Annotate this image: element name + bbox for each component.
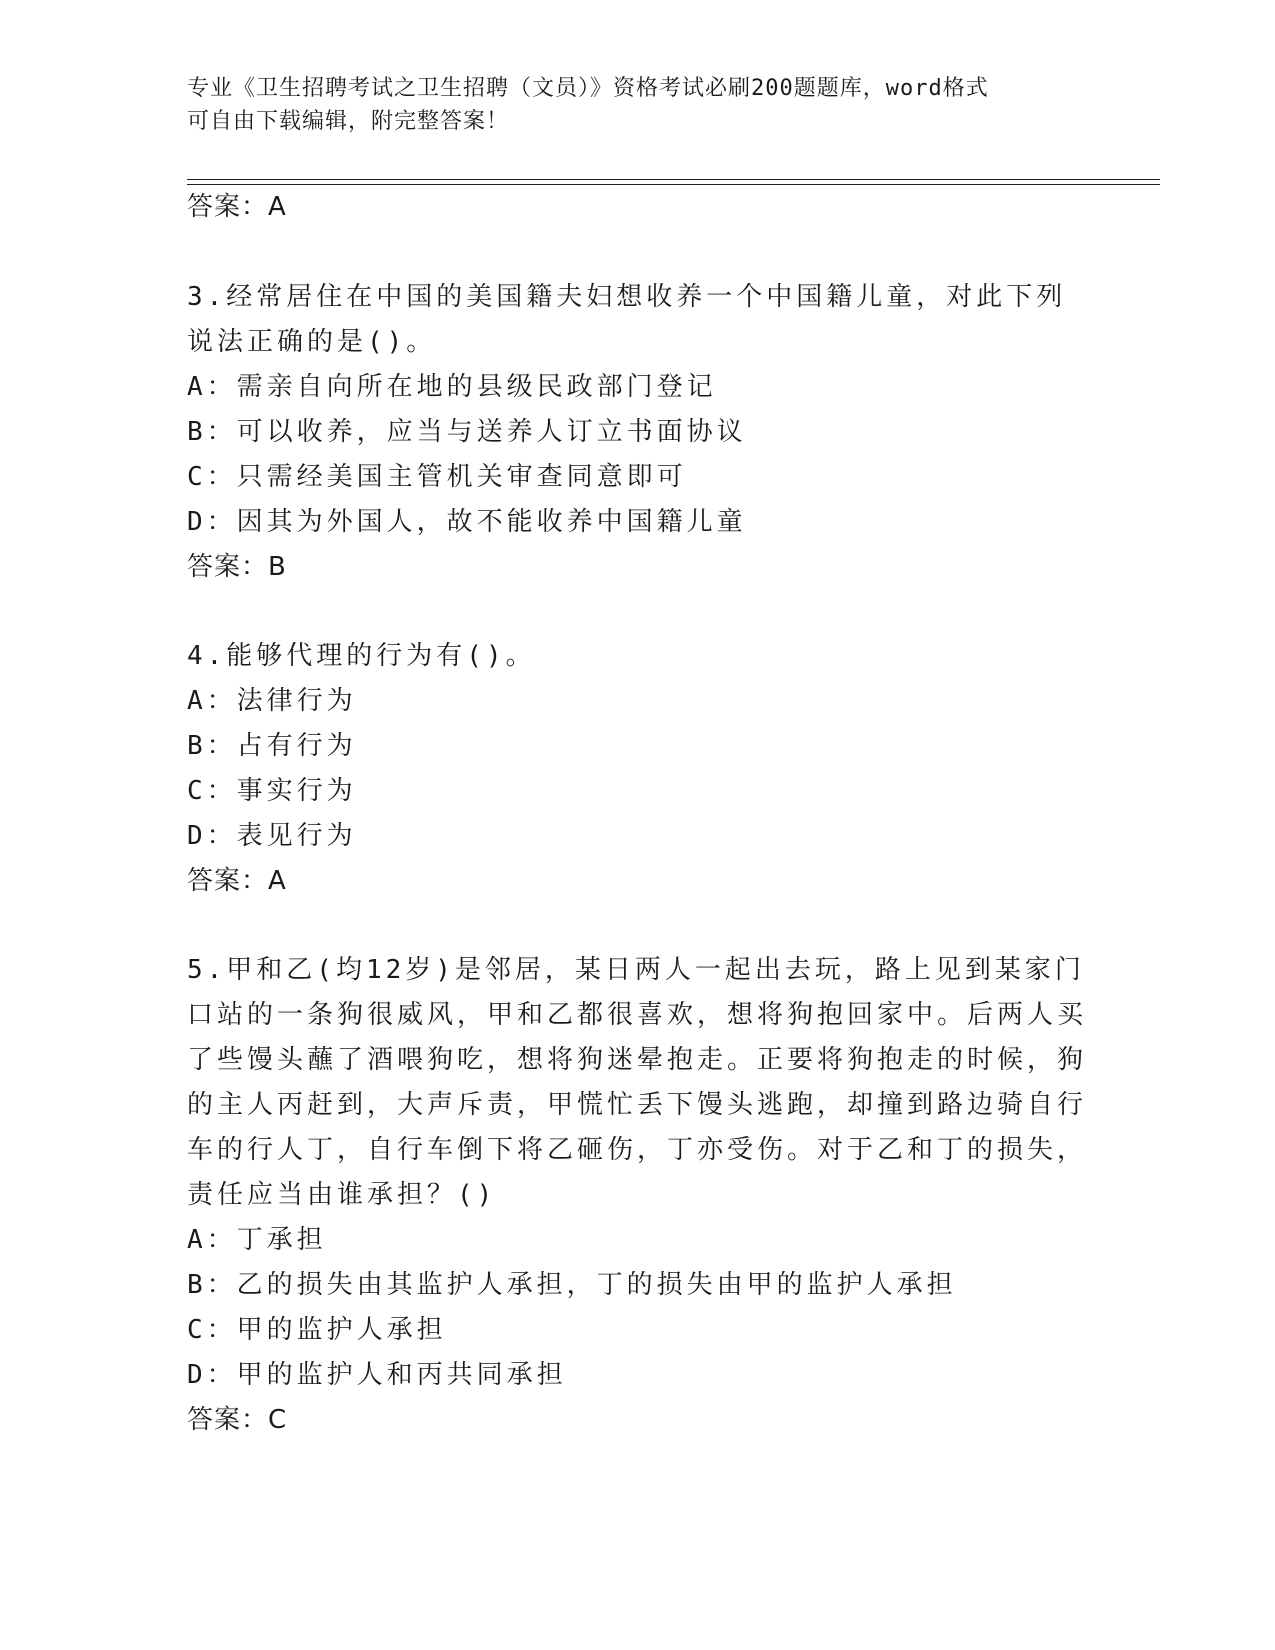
question-3 [187,275,1087,589]
option-d: D：表见行为 [187,821,357,851]
option-a: A：法律行为 [187,686,357,716]
question-stem: 5.甲和乙(均12岁)是邻居，某日两人一起出去玩，路上见到某家门口站的一条狗很威风，甲和乙都很喜欢，想将狗抱回家中。后两人买了些馒头蘸了酒喂狗吃，想将狗迷晕抱走。正要将狗抱走的时候，狗的主人丙赶到，大声斥责，甲慌忙丢下馒头逃跑，却撞到路边骑自行车的行人丁，自行车倒下将乙砸伤，丁亦受伤。对于乙和丁的损失，责任应当由谁承担？() [187,955,1088,1210]
option-d: D：甲的监护人和丙共同承担 [187,1360,567,1390]
question-stem: 3.经常居住在中国的美国籍夫妇想收养一个中国籍儿童，对此下列说法正确的是()。 [187,282,1067,357]
option-a: A：丁承担 [187,1225,327,1255]
question-stem: 4.能够代理的行为有()。 [187,641,536,671]
answer: 答案：B [187,552,287,582]
answer-previous: 答案：A [187,192,287,222]
option-c: C：甲的监护人承担 [187,1315,447,1345]
spacer [187,903,1087,948]
spacer [187,589,1087,634]
page-header [187,72,1087,138]
header-divider-top [187,179,1160,180]
option-b: B：乙的损失由其监护人承担，丁的损失由甲的监护人承担 [187,1270,957,1300]
answer: 答案：A [187,866,287,896]
question-4 [187,634,1087,903]
option-c: C：只需经美国主管机关审查同意即可 [187,462,687,492]
option-b: B：占有行为 [187,731,357,761]
header-line-1: 专业《卫生招聘考试之卫生招聘（文员）》资格考试必刷200题题库，word格式 [187,76,989,101]
option-b: B：可以收养，应当与送养人订立书面协议 [187,417,747,447]
header-line-2: 可自由下载编辑，附完整答案！ [187,109,510,134]
document-body [187,185,1087,1442]
question-5 [187,948,1087,1442]
option-a: A：需亲自向所在地的县级民政部门登记 [187,372,717,402]
option-c: C：事实行为 [187,776,357,806]
spacer [187,229,1087,275]
answer: 答案：C [187,1405,288,1435]
option-d: D：因其为外国人，故不能收养中国籍儿童 [187,507,747,537]
